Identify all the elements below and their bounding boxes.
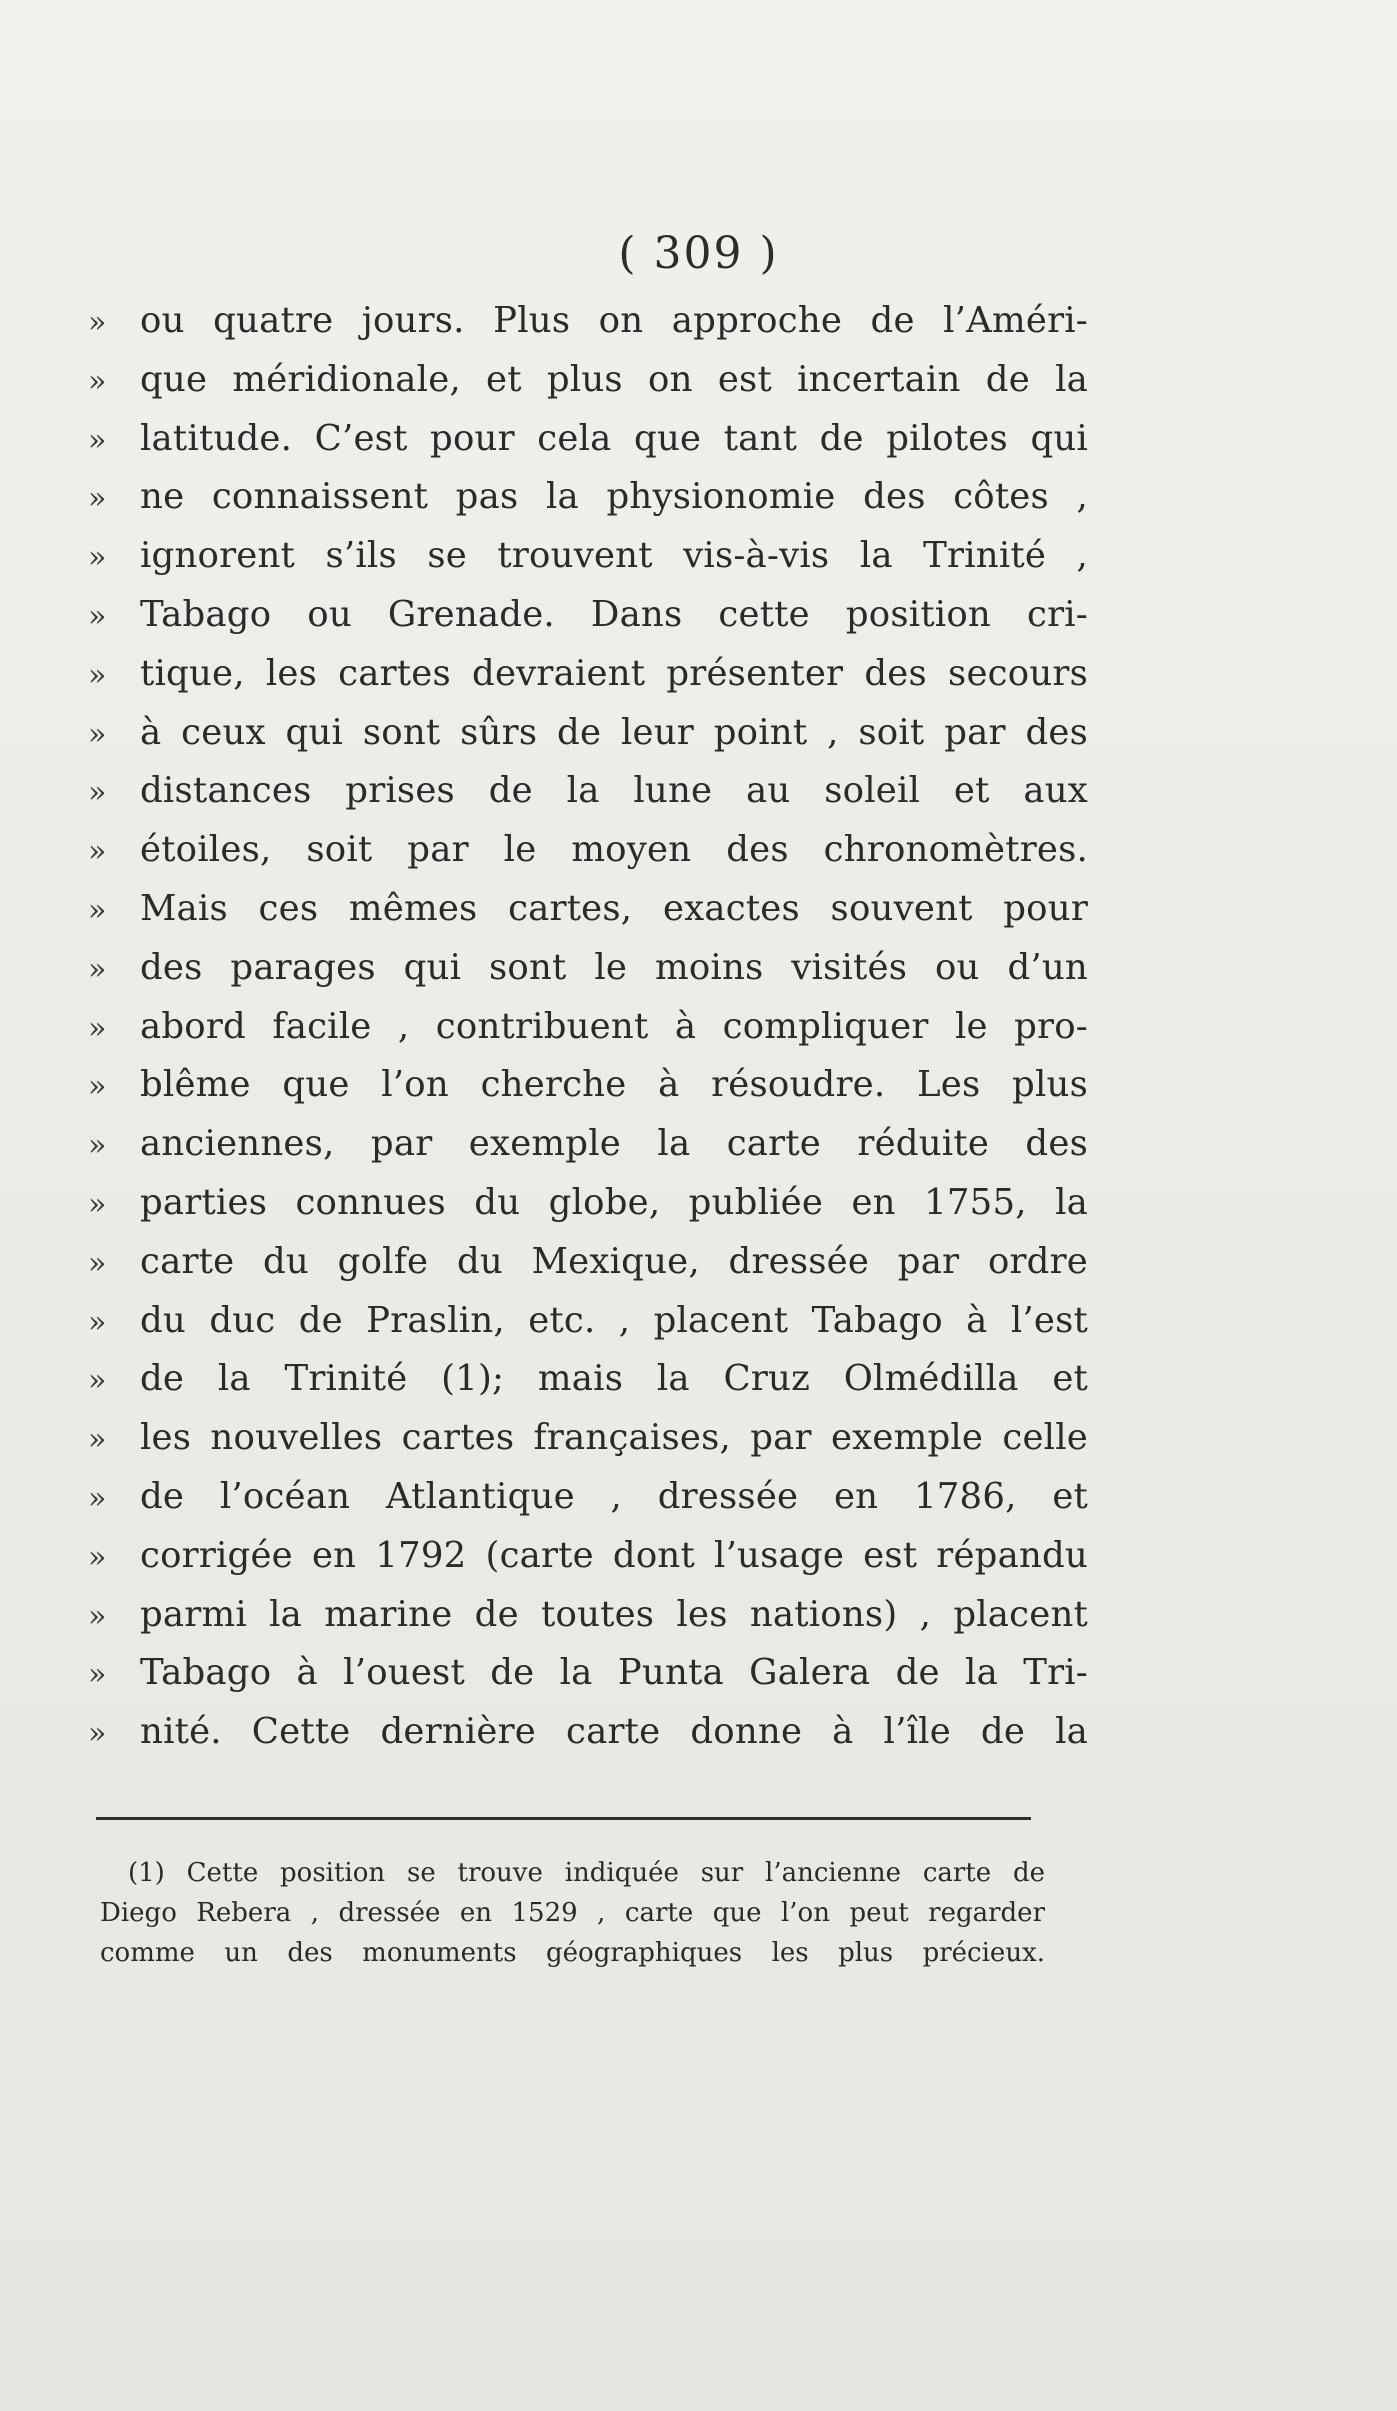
line-text: du duc de Praslin, etc. , placent Tabago à l’est <box>140 1299 1088 1341</box>
line-text: étoiles, soit par le moyen des chronomètres. <box>140 829 1088 871</box>
quote-mark: » <box>88 657 107 693</box>
text-line <box>88 1476 1088 1535</box>
text-line <box>88 1064 1088 1123</box>
quote-mark: » <box>88 305 107 340</box>
line-text: abord facile , contribuent à compliquer le pro- <box>140 1005 1088 1047</box>
line-text: corrigée en 1792 (carte dont l’usage est répandu <box>140 1534 1088 1576</box>
body-text <box>88 300 1088 1770</box>
line-text: carte du golfe du Mexique, dressée par ordre <box>140 1240 1088 1282</box>
quote-mark: » <box>88 1480 107 1516</box>
line-text: Mais ces mêmes cartes, exactes souvent pour <box>140 887 1088 929</box>
quote-mark: » <box>88 951 107 987</box>
text-line <box>88 770 1088 829</box>
quote-mark: » <box>88 1304 107 1340</box>
quote-mark: » <box>88 1716 107 1752</box>
text-line <box>88 1300 1088 1359</box>
line-text: blême que l’on cherche à résoudre. Les plus <box>140 1064 1088 1106</box>
text-line <box>88 476 1088 535</box>
line-text: ne connaissent pas la physionomie des côtes , <box>140 476 1088 518</box>
text-line <box>88 1535 1088 1594</box>
line-text: que méridionale, et plus on est incertain de la <box>140 358 1088 400</box>
quote-mark: » <box>88 1069 107 1105</box>
line-text: à ceux qui sont sûrs de leur point , soit par des <box>140 711 1088 753</box>
quote-mark: » <box>88 422 107 458</box>
text-line <box>88 1417 1088 1476</box>
line-text: anciennes, par exemple la carte réduite des <box>140 1123 1088 1165</box>
quote-mark: » <box>88 1363 107 1399</box>
quote-mark: » <box>88 716 107 752</box>
line-text: tique, les cartes devraient présenter des secours <box>140 652 1088 694</box>
text-line <box>88 1711 1088 1770</box>
quote-mark: » <box>88 1657 107 1693</box>
line-text: ou quatre jours. Plus on approche de l’Améri- <box>140 300 1088 341</box>
quote-mark: » <box>88 1010 107 1046</box>
quote-mark: » <box>88 892 107 928</box>
text-line <box>88 359 1088 418</box>
line-text: des parages qui sont le moins visités ou d’un <box>140 946 1088 988</box>
quote-mark: » <box>88 481 107 517</box>
line-text: de la Trinité (1); mais la Cruz Olmédilla et <box>140 1358 1088 1400</box>
line-text: ignorent s’ils se trouvent vis-à-vis la Trinité , <box>140 535 1088 577</box>
footnote-divider <box>96 1817 1031 1820</box>
quote-mark: » <box>88 363 107 399</box>
line-text: parmi la marine de toutes les nations) , placent <box>140 1593 1088 1635</box>
quote-mark: » <box>88 1539 107 1575</box>
text-line <box>88 1358 1088 1417</box>
quote-mark: » <box>88 1245 107 1281</box>
quote-mark: » <box>88 1422 107 1458</box>
quote-mark: » <box>88 1128 107 1164</box>
text-line <box>88 418 1088 477</box>
quote-mark: » <box>88 598 107 634</box>
text-line <box>88 888 1088 947</box>
text-line <box>88 1006 1088 1065</box>
footnote <box>100 1858 1045 1978</box>
page-number: ( 309 ) <box>618 228 779 279</box>
quote-mark: » <box>88 1186 107 1222</box>
text-line <box>88 712 1088 771</box>
line-text: Tabago à l’ouest de la Punta Galera de la Tri- <box>140 1652 1088 1694</box>
text-line <box>88 300 1088 359</box>
text-line <box>88 594 1088 653</box>
text-line <box>88 1123 1088 1182</box>
quote-mark: » <box>88 775 107 811</box>
footnote-line: (1) Cette position se trouve indiquée sur l’ancienne carte de <box>128 1858 1045 1888</box>
text-line <box>88 535 1088 594</box>
line-text: latitude. C’est pour cela que tant de pilotes qui <box>140 417 1088 459</box>
line-text: nité. Cette dernière carte donne à l’île de la <box>140 1711 1088 1753</box>
quote-mark: » <box>88 1598 107 1634</box>
line-text: Tabago ou Grenade. Dans cette position cri- <box>140 593 1088 635</box>
footnote-line: comme un des monuments géographiques les plus précieux. <box>100 1938 1045 1968</box>
quote-mark: » <box>88 834 107 870</box>
text-line <box>88 829 1088 888</box>
text-line <box>88 1182 1088 1241</box>
text-line <box>88 947 1088 1006</box>
text-line <box>88 653 1088 712</box>
line-text: parties connues du globe, publiée en 1755, la <box>140 1181 1088 1223</box>
footnote-line: Diego Rebera , dressée en 1529 , carte que l’on peut regarder <box>100 1898 1045 1928</box>
text-line <box>88 1241 1088 1300</box>
line-text: les nouvelles cartes françaises, par exemple celle <box>140 1417 1088 1459</box>
quote-mark: » <box>88 540 107 576</box>
text-line <box>88 1652 1088 1711</box>
text-line <box>88 1594 1088 1653</box>
line-text: de l’océan Atlantique , dressée en 1786, et <box>140 1475 1088 1517</box>
line-text: distances prises de la lune au soleil et aux <box>140 770 1088 812</box>
